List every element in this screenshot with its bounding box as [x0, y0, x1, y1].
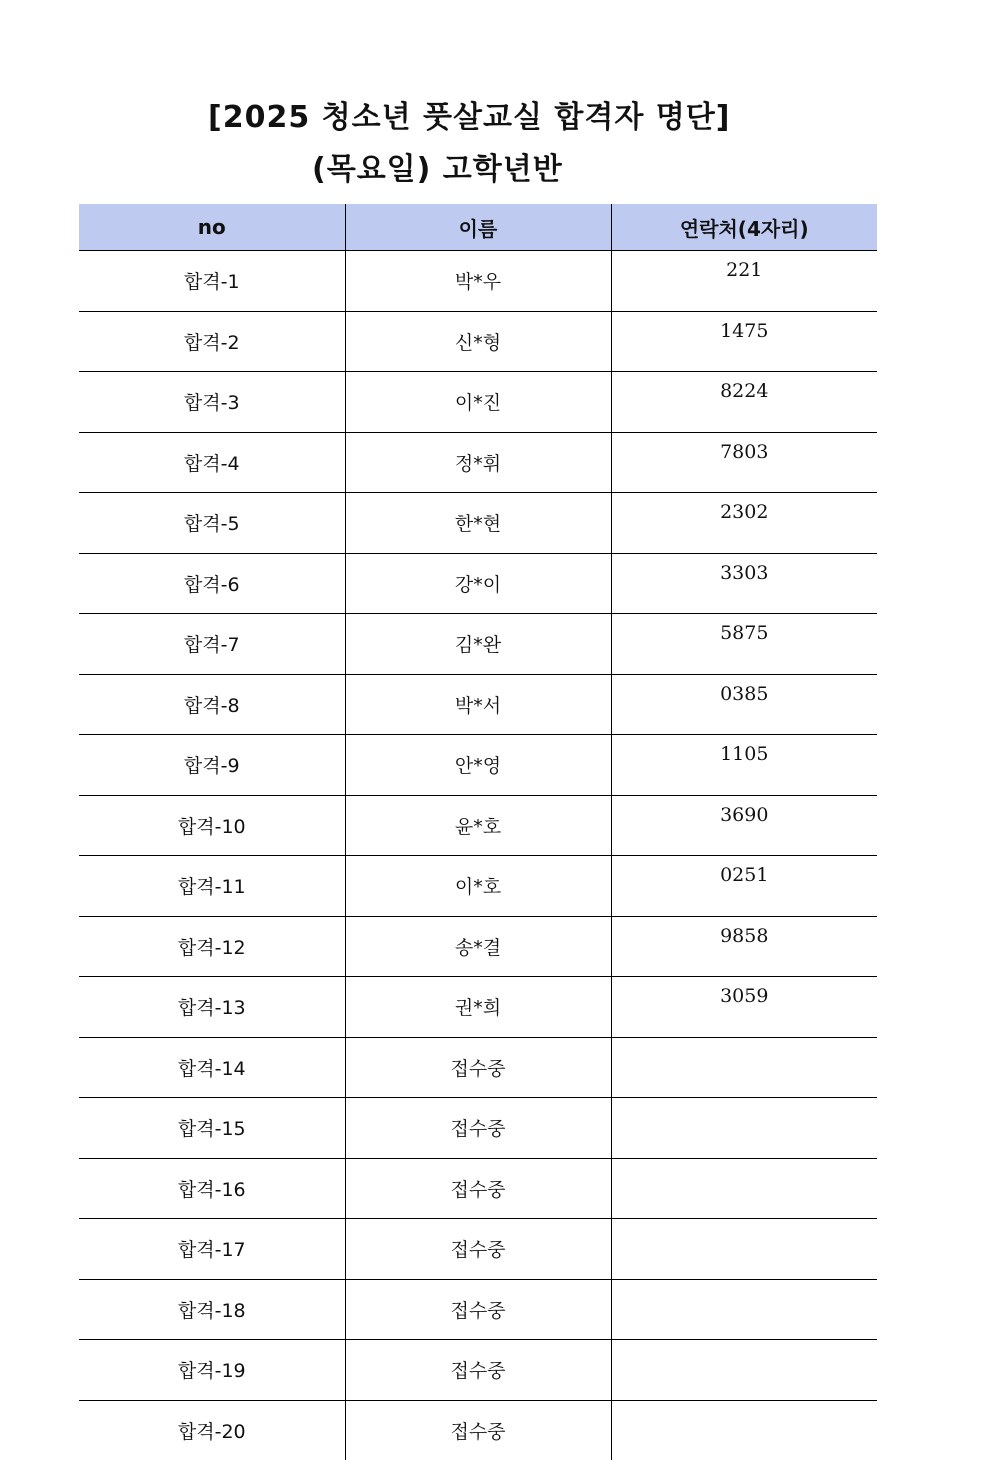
cell-no: 합격-1: [79, 251, 345, 312]
cell-name: 신*형: [345, 311, 611, 372]
cell-no: 합격-19: [79, 1340, 345, 1401]
cell-phone: 3059: [611, 977, 877, 1038]
cell-no: 합격-12: [79, 916, 345, 977]
cell-no: 합격-9: [79, 735, 345, 796]
cell-phone: 8224: [611, 372, 877, 433]
table-row: [79, 1158, 877, 1219]
cell-no: 합격-18: [79, 1279, 345, 1340]
table-row: [79, 553, 877, 614]
cell-name: 접수중: [345, 1340, 611, 1401]
cell-no: 합격-14: [79, 1037, 345, 1098]
cell-name: 송*결: [345, 916, 611, 977]
table-row: [79, 674, 877, 735]
cell-phone: 3690: [611, 795, 877, 856]
cell-name: 권*희: [345, 977, 611, 1038]
table-row: [79, 1219, 877, 1280]
table-row: [79, 1037, 877, 1098]
table-row: [79, 1098, 877, 1159]
table-row: [79, 432, 877, 493]
cell-phone: [611, 1340, 877, 1401]
cell-name: 접수중: [345, 1279, 611, 1340]
table-row: [79, 856, 877, 917]
table-row: [79, 977, 877, 1038]
table-row: [79, 735, 877, 796]
table-row: [79, 372, 877, 433]
cell-no: 합격-13: [79, 977, 345, 1038]
table-row: [79, 916, 877, 977]
cell-name: 안*영: [345, 735, 611, 796]
cell-phone: [611, 1158, 877, 1219]
cell-no: 합격-6: [79, 553, 345, 614]
cell-name: 김*완: [345, 614, 611, 675]
table-row: [79, 614, 877, 675]
cell-no: 합격-3: [79, 372, 345, 433]
table-body: [79, 251, 877, 1460]
cell-name: 접수중: [345, 1098, 611, 1159]
table-row: [79, 1340, 877, 1401]
document-subtitle: (목요일) 고학년반: [312, 144, 712, 188]
cell-no: 합격-10: [79, 795, 345, 856]
roster-table: [79, 204, 877, 1460]
header-name: 이름: [345, 204, 611, 251]
table-row: [79, 251, 877, 312]
cell-name: 박*서: [345, 674, 611, 735]
table-row: [79, 795, 877, 856]
cell-no: 합격-8: [79, 674, 345, 735]
cell-phone: 221: [611, 251, 877, 312]
cell-phone: [611, 1098, 877, 1159]
cell-no: 합격-11: [79, 856, 345, 917]
cell-phone: 5875: [611, 614, 877, 675]
cell-phone: 9858: [611, 916, 877, 977]
cell-no: 합격-2: [79, 311, 345, 372]
header-no: no: [79, 204, 345, 251]
header-phone: 연락처(4자리): [611, 204, 877, 251]
cell-name: 강*이: [345, 553, 611, 614]
table-row: [79, 1279, 877, 1340]
cell-no: 합격-16: [79, 1158, 345, 1219]
cell-name: 윤*호: [345, 795, 611, 856]
table-row: [79, 311, 877, 372]
cell-name: 박*우: [345, 251, 611, 312]
cell-phone: [611, 1037, 877, 1098]
table-header: [79, 204, 877, 251]
cell-phone: 2302: [611, 493, 877, 554]
cell-name: 접수중: [345, 1400, 611, 1460]
cell-phone: 3303: [611, 553, 877, 614]
cell-no: 합격-5: [79, 493, 345, 554]
cell-phone: 1475: [611, 311, 877, 372]
cell-phone: 7803: [611, 432, 877, 493]
cell-name: 접수중: [345, 1037, 611, 1098]
document-title: [2025 청소년 풋살교실 합격자 명단]: [208, 92, 808, 136]
cell-no: 합격-20: [79, 1400, 345, 1460]
table-row: [79, 1400, 877, 1460]
cell-phone: [611, 1400, 877, 1460]
cell-phone: [611, 1219, 877, 1280]
cell-name: 한*현: [345, 493, 611, 554]
cell-no: 합격-17: [79, 1219, 345, 1280]
cell-no: 합격-7: [79, 614, 345, 675]
cell-name: 정*휘: [345, 432, 611, 493]
header-row: [79, 204, 877, 251]
cell-name: 접수중: [345, 1219, 611, 1280]
cell-name: 이*진: [345, 372, 611, 433]
table-row: [79, 493, 877, 554]
cell-phone: 0251: [611, 856, 877, 917]
cell-phone: 1105: [611, 735, 877, 796]
cell-no: 합격-4: [79, 432, 345, 493]
cell-no: 합격-15: [79, 1098, 345, 1159]
cell-name: 이*호: [345, 856, 611, 917]
cell-phone: 0385: [611, 674, 877, 735]
cell-name: 접수중: [345, 1158, 611, 1219]
cell-phone: [611, 1279, 877, 1340]
